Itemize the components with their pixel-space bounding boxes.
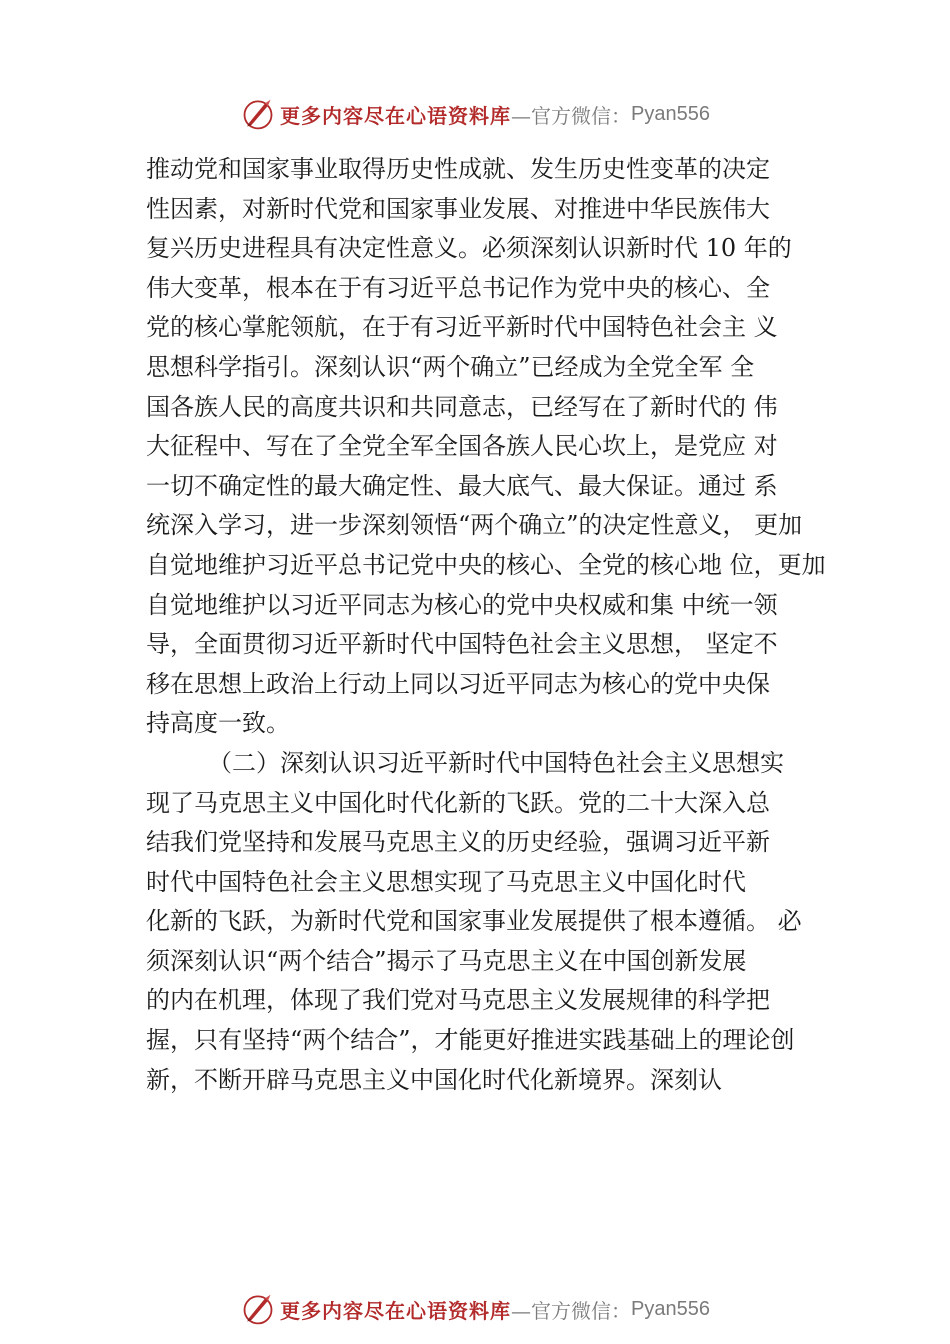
text-line: 统深入学习，进一步深刻领悟“两个确立”的决定性意义， 更加: [146, 511, 803, 540]
text-line: 的内在机理，体现了我们党对马克思主义发展规律的科学把: [146, 986, 770, 1015]
text-line: 国各族人民的高度共识和共同意志，已经写在了新时代的 伟: [146, 392, 778, 421]
text-line: 时代中国特色社会主义思想实现了马克思主义中国化时代: [146, 867, 746, 896]
section-heading-line: （二）深刻认识习近平新时代中国特色社会主义思想实: [208, 748, 784, 777]
document-body: [146, 150, 836, 1100]
banner-separator: —官方微信：: [511, 1298, 632, 1323]
text-line: 党的核心掌舵领航，在于有习近平新时代中国特色社会主 义: [146, 313, 778, 342]
text-line: 现了马克思主义中国化时代化新的飞跃。党的二十大深入总: [146, 788, 770, 817]
banner-wechat-id: Pyan556: [631, 1297, 710, 1320]
quill-pen-logo-icon: [240, 96, 276, 132]
text-line: 导，全面贯彻习近平新时代中国特色社会主义思想， 坚定不: [146, 630, 778, 659]
text-line: 复兴历史进程具有决定性意义。必须深刻认识新时代 10 年的: [146, 234, 792, 263]
text-line: 性因素，对新时代党和国家事业发展、对推进中华民族伟大: [146, 194, 770, 223]
text-line: 化新的飞跃，为新时代党和国家事业发展提供了根本遵循。 必: [146, 907, 802, 936]
banner-wechat-id: Pyan556: [631, 102, 710, 125]
quill-pen-logo-icon: [240, 1291, 276, 1327]
footer-banner: [0, 1289, 950, 1329]
text-line: 大征程中、写在了全党全军全国各族人民心坎上，是党应 对: [146, 432, 778, 461]
text-line: 握，只有坚持“两个结合”，才能更好推进实践基础上的理论创: [146, 1026, 795, 1055]
header-banner: [0, 94, 950, 134]
text-line: 持高度一致。: [146, 709, 290, 738]
text-line: 伟大变革，根本在于有习近平总书记作为党中央的核心、全: [146, 273, 770, 302]
text-line: 推动党和国家事业取得历史性成就、发生历史性变革的决定: [146, 155, 770, 183]
banner-title: 更多内容尽在心语资料库: [280, 103, 512, 128]
banner-separator: —官方微信：: [511, 103, 632, 128]
text-line: 自觉地维护习近平总书记党中央的核心、全党的核心地 位，更加: [146, 550, 826, 579]
text-line: 思想科学指引。深刻认识“两个确立”已经成为全党全军 全: [146, 352, 755, 381]
text-line: 一切不确定性的最大确定性、最大底气、最大保证。通过 系: [146, 471, 778, 500]
text-line: 须深刻认识“两个结合”揭示了马克思主义在中国创新发展: [146, 946, 747, 975]
text-line: 新，不断开辟马克思主义中国化时代化新境界。深刻认: [146, 1065, 722, 1094]
text-line: 自觉地维护以习近平同志为核心的党中央权威和集 中统一领: [146, 590, 778, 619]
banner-title: 更多内容尽在心语资料库: [280, 1298, 512, 1323]
text-line: 移在思想上政治上行动上同以习近平同志为核心的党中央保: [146, 669, 770, 698]
text-line: 结我们党坚持和发展马克思主义的历史经验，强调习近平新: [146, 828, 770, 857]
